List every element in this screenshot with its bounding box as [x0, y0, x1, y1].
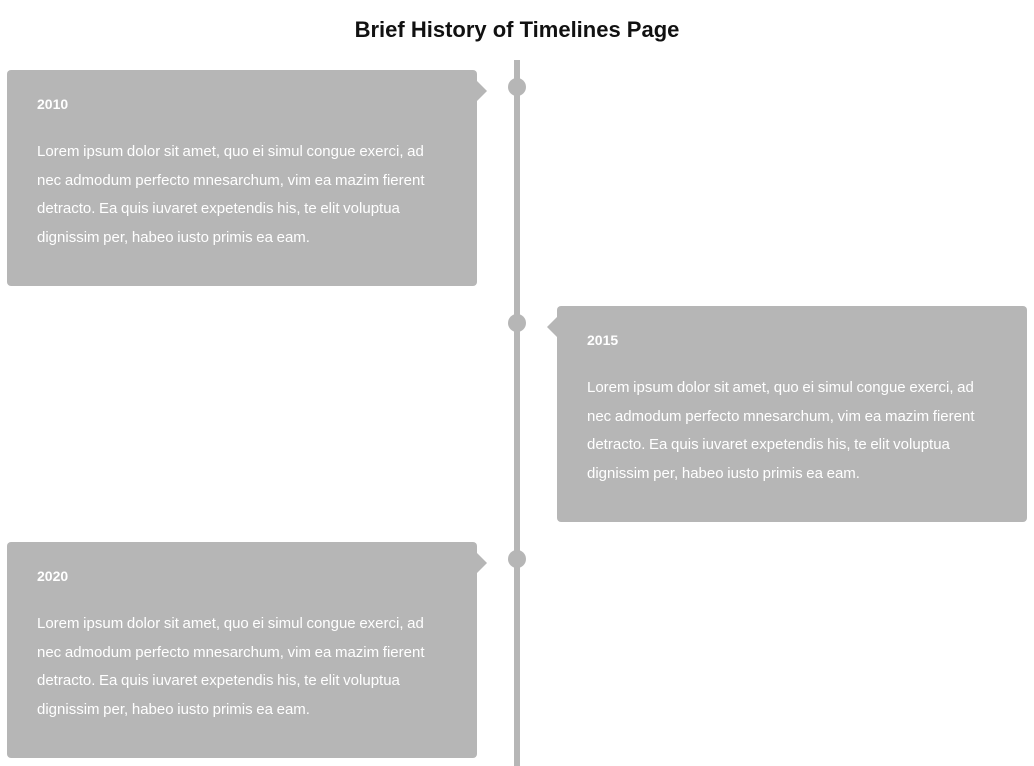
timeline-card-2020: [7, 542, 477, 758]
timeline-text: Lorem ipsum dolor sit amet, quo ei simul congue exerci, ad nec admodum perfecto mnesarchum, vim ea mazim fierent detracto. Ea quis iuvaret expetendis his, te elit voluptua dignissim per, habeo iusto primis ea eam.: [37, 615, 425, 719]
timeline-dot-2015: [508, 314, 526, 332]
timeline-year: 2010: [37, 96, 69, 112]
timeline-dot-2010: [508, 78, 526, 96]
timeline-card-2015: [557, 306, 1027, 522]
timeline-dot-2020: [508, 550, 526, 568]
timeline-year: 2015: [587, 332, 619, 348]
timeline-line: [514, 60, 520, 766]
timeline-card-2010: [7, 70, 477, 286]
timeline-text: Lorem ipsum dolor sit amet, quo ei simul congue exerci, ad nec admodum perfecto mnesarchum, vim ea mazim fierent detracto. Ea quis iuvaret expetendis his, te elit voluptua dignissim per, habeo iusto primis ea eam.: [37, 143, 425, 247]
page-title: Brief History of Timelines Page: [354, 16, 680, 42]
timeline-year: 2020: [37, 568, 69, 584]
timeline-text: Lorem ipsum dolor sit amet, quo ei simul congue exerci, ad nec admodum perfecto mnesarchum, vim ea mazim fierent detracto. Ea quis iuvaret expetendis his, te elit voluptua dignissim per, habeo iusto primis ea eam.: [587, 379, 975, 483]
